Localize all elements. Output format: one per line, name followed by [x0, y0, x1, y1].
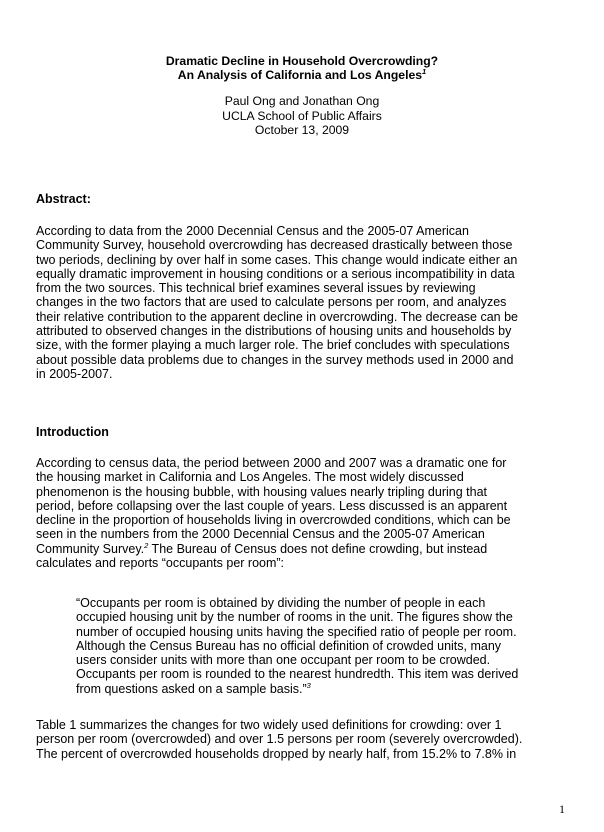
text-line: size, with the former playing a much larger role. The brief concludes with speculations	[36, 338, 510, 353]
author-block	[0, 94, 604, 138]
quote-line: occupied housing unit by the number of rooms in the unit. The figures show the	[76, 610, 513, 625]
introduction-paragraph	[36, 456, 572, 570]
text-line: phenomenon is the housing bubble, with housing values nearly tripling during that	[36, 484, 487, 499]
text-line: seen in the numbers from the 2000 Decennial Census and the 2005-07 American	[36, 527, 485, 542]
text-line: Community Survey.$^2$ The Bureau of Census does not define crowding, but instead	[36, 540, 488, 556]
text-line: person per room (overcrowded) and over 1.5 persons per room (severely overcrowded).	[36, 732, 523, 747]
quote-line: users consider units with more than one occupant per room to be crowded.	[76, 653, 491, 668]
footnote-mark-2: 2	[144, 540, 149, 550]
text-line: According to census data, the period between 2000 and 2007 was a dramatic one for	[36, 456, 507, 470]
affiliation: UCLA School of Public Affairs	[222, 108, 382, 123]
text-line: attributed to observed changes in the distributions of housing units and households by	[36, 324, 512, 339]
quote-line: “Occupants per room is obtained by dividing the number of people in each	[76, 596, 486, 610]
text-line: changes in the two factors that are used to calculate persons per room, and analyzes	[36, 295, 507, 310]
footnote-mark-3: 3	[306, 680, 311, 690]
quote-line: Although the Census Bureau has no official definition of crowded units, many	[76, 638, 502, 653]
text-line: Table 1 summarizes the changes for two widely used definitions for crowding: over 1	[36, 718, 502, 732]
quote-line: from questions asked on a sample basis.”$^3$	[76, 680, 311, 696]
block-quote	[76, 596, 566, 696]
text-line: about possible data problems due to changes in the survey methods used in 2000 and	[36, 352, 514, 367]
text-line: the housing market in California and Los Angeles. The most widely discussed	[36, 470, 464, 485]
text-line: from the two sources. This technical brief examines several issues by reviewing	[36, 281, 476, 296]
quote-line: number of occupied housing units having the specified ratio of people per room.	[76, 624, 517, 639]
text-line: Community Survey, household overcrowding has decreased drastically between those	[36, 238, 513, 253]
text-line: their relative contribution to the apparent decline in overcrowding. The decrease can be	[36, 309, 519, 324]
title-line-1: Dramatic Decline in Household Overcrowding?	[165, 54, 439, 68]
text-line: According to data from the 2000 Decennial Census and the 2005-07 American	[36, 224, 469, 238]
abstract-heading: Abstract:	[36, 192, 91, 206]
page-number: 1	[559, 802, 565, 816]
text-line: two periods, declining by over half in some cases. This change would indicate either an	[36, 252, 518, 267]
table-summary-paragraph	[36, 718, 572, 761]
quote-line: Occupants per room is rounded to the nearest hundredth. This item was derived	[76, 667, 519, 682]
text-line: equally dramatic improvement in housing conditions or a serious incompatibility in data	[36, 266, 515, 281]
date: October 13, 2009	[254, 123, 350, 137]
authors: Paul Ong and Jonathan Ong	[224, 94, 380, 108]
text-line: in 2005-2007.	[36, 366, 113, 381]
text-line: calculates and reports “occupants per room”:	[36, 556, 285, 571]
paper-title	[0, 54, 604, 82]
title-line-2: An Analysis of California and Los Angeles$^1$	[177, 66, 427, 82]
text-line: decline in the proportion of households living in overcrowded conditions, which can be	[36, 513, 511, 528]
abstract-paragraph	[36, 224, 572, 381]
text-line: period, before collapsing over the last couple of years. Less discussed is an apparent	[36, 498, 508, 513]
introduction-heading: Introduction	[36, 425, 109, 439]
text-line: The percent of overcrowded households dropped by nearly half, from 15.2% to 7.8% in	[36, 746, 517, 761]
title-block	[0, 54, 604, 138]
footnote-mark-1: 1	[422, 66, 427, 76]
